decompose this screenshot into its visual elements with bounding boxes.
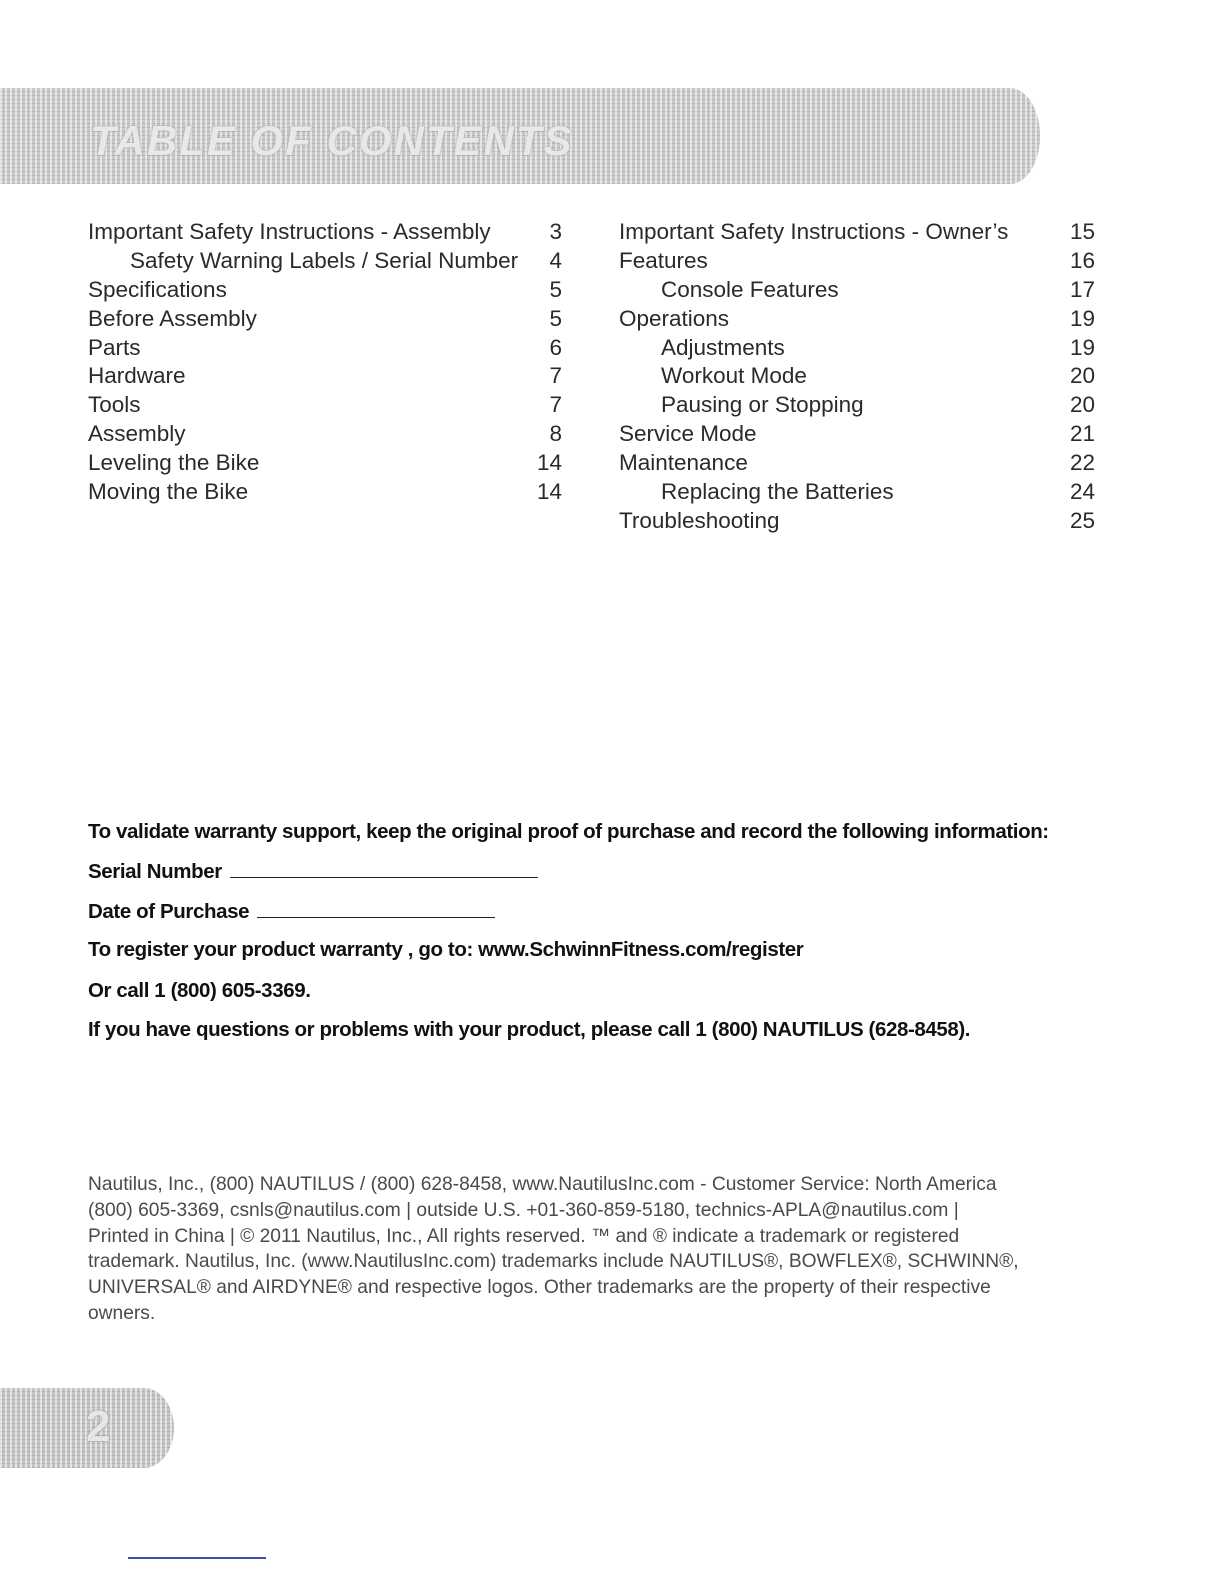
toc-entry-page: 5 — [549, 276, 562, 302]
toc-entry[interactable] — [619, 420, 1095, 449]
toc-right-column — [619, 218, 1095, 536]
toc-entry-page: 25 — [1069, 507, 1095, 533]
footer-line: (800) 605-3369, csnls@nautilus.com | outside U.S. +01-360-859-5180, technics-APLA@nautilus.com | — [88, 1199, 959, 1221]
toc-entry-page: 19 — [1069, 334, 1095, 360]
toc-entry-page: 22 — [1069, 450, 1095, 476]
toc-entry-title: Console Features — [661, 276, 839, 302]
toc-entry-title: Assembly — [88, 421, 186, 447]
toc-entry[interactable] — [619, 507, 1095, 536]
toc-entry-title: Specifications — [88, 276, 227, 302]
toc-entry[interactable] — [88, 362, 562, 391]
toc-entry-title: Moving the Bike — [88, 479, 249, 505]
toc-entry-title: Adjustments — [661, 334, 785, 360]
date-of-purchase-field[interactable] — [257, 897, 495, 918]
toc-entry-page: 17 — [1069, 276, 1095, 302]
toc-entry-title: Leveling the Bike — [88, 450, 260, 476]
date-of-purchase-row — [88, 897, 495, 925]
toc-entry-title: Hardware — [88, 363, 186, 389]
toc-entry[interactable] — [619, 478, 1095, 507]
toc-entry-page: 16 — [1069, 247, 1095, 273]
bottom-rule — [128, 1557, 266, 1559]
questions-line: If you have questions or problems with your product, please call 1 (800) NAUTILUS (628-8458). — [88, 1018, 971, 1041]
toc-entry[interactable] — [619, 218, 1095, 247]
toc-entry-title: Troubleshooting — [619, 507, 780, 533]
serial-number-field[interactable] — [230, 857, 538, 878]
toc-entry[interactable] — [619, 276, 1095, 305]
toc-entry-page: 5 — [549, 305, 562, 331]
toc-entry-title: Replacing the Batteries — [661, 479, 894, 505]
register-line: To register your product warranty , go to: www.SchwinnFitness.com/register — [88, 938, 804, 961]
toc-entry[interactable] — [88, 247, 562, 276]
toc-entry-title: Service Mode — [619, 421, 757, 447]
serial-number-label: Serial Number — [88, 860, 222, 883]
toc-entry-title: Before Assembly — [88, 305, 257, 331]
toc-entry-page: 20 — [1069, 363, 1095, 389]
toc-entry-page: 7 — [549, 392, 562, 418]
serial-number-row — [88, 857, 538, 885]
page-title: TABLE OF CONTENTS — [90, 117, 574, 164]
toc-entry[interactable] — [88, 218, 562, 247]
toc-entry-page: 19 — [1069, 305, 1095, 331]
toc-entry[interactable] — [88, 276, 562, 305]
warranty-intro: To validate warranty support, keep the original proof of purchase and record the following information: — [88, 820, 1049, 843]
toc-entry-title: Parts — [88, 334, 141, 360]
footer-line: owners. — [88, 1302, 156, 1324]
date-of-purchase-label: Date of Purchase — [88, 900, 250, 923]
toc-entry-page: 21 — [1069, 421, 1095, 447]
toc-entry[interactable] — [88, 391, 562, 420]
toc-entry-page: 14 — [536, 450, 562, 476]
toc-entry-page: 6 — [549, 334, 562, 360]
toc-entry-page: 7 — [549, 363, 562, 389]
toc-entry[interactable] — [88, 420, 562, 449]
toc-entry[interactable] — [619, 247, 1095, 276]
toc-entry[interactable] — [88, 449, 562, 478]
toc-entry-title: Pausing or Stopping — [661, 392, 864, 418]
toc-entry-title: Operations — [619, 305, 730, 331]
toc-entry-page: 8 — [549, 421, 562, 447]
toc-entry-page: 4 — [549, 247, 562, 273]
page-number: 2 — [86, 1402, 111, 1451]
footer-line: UNIVERSAL® and AIRDYNE® and respective logos. Other trademarks are the property of their respective — [88, 1277, 991, 1299]
footer-line: Nautilus, Inc., (800) NAUTILUS / (800) 628-8458, www.NautilusInc.com - Customer Service: North America — [88, 1174, 997, 1195]
footer-line: trademark. Nautilus, Inc. (www.NautilusInc.com) trademarks include NAUTILUS®, BOWFLEX®, SCHWINN®, — [88, 1251, 1019, 1273]
toc-entry-page: 24 — [1069, 479, 1095, 505]
call-line: Or call 1 (800) 605-3369. — [88, 979, 311, 1002]
toc-entry-page: 15 — [1069, 219, 1095, 244]
toc-entry-title: Features — [619, 247, 708, 273]
toc-entry[interactable] — [88, 305, 562, 334]
toc-entry[interactable] — [619, 449, 1095, 478]
toc-entry-title: Maintenance — [619, 450, 748, 476]
toc-entry-title: Workout Mode — [661, 363, 807, 389]
toc-entry[interactable] — [619, 305, 1095, 334]
footer-legal-text — [88, 1172, 1138, 1327]
toc-entry[interactable] — [619, 391, 1095, 420]
toc-entry-title: Important Safety Instructions - Owner’s — [619, 219, 1009, 244]
toc-entry-page: 14 — [536, 479, 562, 505]
toc-entry[interactable] — [619, 362, 1095, 391]
toc-entry-title: Tools — [88, 392, 141, 418]
toc-entry[interactable] — [88, 478, 562, 507]
toc-entry-page: 3 — [549, 219, 562, 244]
toc-entry-page: 20 — [1069, 392, 1095, 418]
toc-entry[interactable] — [619, 334, 1095, 363]
toc-entry-title: Safety Warning Labels / Serial Number — [130, 247, 519, 273]
toc-left-column — [88, 218, 562, 507]
toc-entry[interactable] — [88, 334, 562, 363]
toc-entry-title: Important Safety Instructions - Assembly — [88, 219, 491, 244]
footer-line: Printed in China | © 2011 Nautilus, Inc., All rights reserved. ™ and ® indicate a trademark or registered — [88, 1225, 960, 1247]
